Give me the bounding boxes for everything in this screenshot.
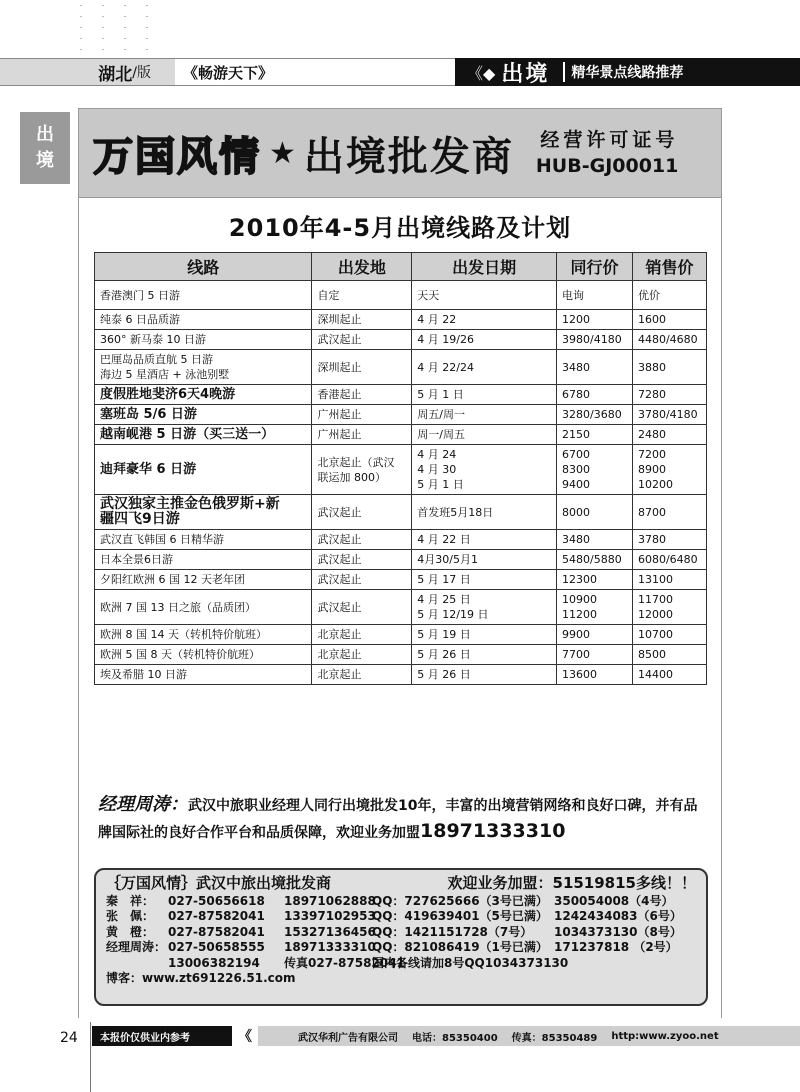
from-cell	[312, 495, 412, 530]
banner-title: 出境批发商	[303, 133, 514, 180]
date-cell	[412, 350, 557, 385]
cell-line: 6780	[562, 388, 590, 401]
section-header	[455, 58, 800, 86]
header-from: 出发地	[312, 253, 412, 281]
cell-line: 北京起止	[317, 628, 362, 641]
table-row	[95, 530, 707, 550]
route-cell	[95, 590, 312, 625]
region-slash: /版	[132, 65, 151, 81]
header-date: 出发日期	[412, 253, 557, 281]
contact-field: 350054008（4号）	[554, 893, 674, 908]
peer-price-cell	[557, 665, 633, 685]
cell-line: 武汉起止	[317, 600, 362, 614]
contact-field: 传真027-87582041	[284, 955, 405, 970]
peer-price-cell	[557, 310, 633, 330]
footer-divider	[90, 1022, 91, 1092]
contact-blog: 博客：www.zt691226.51.com	[106, 971, 296, 985]
from-cell	[312, 570, 412, 590]
cell-line: 海边 5 星酒店 + 泳池别墅	[100, 368, 230, 381]
footer-tel: 电话：85350400	[412, 1032, 498, 1044]
contact-field: 13006382194	[168, 955, 260, 970]
contact-field: 15327136456	[284, 924, 376, 939]
sale-price-cell	[632, 570, 706, 590]
region-label	[0, 58, 175, 86]
table-row	[95, 645, 707, 665]
cell-line: 埃及希腊 10 日游	[100, 668, 187, 681]
double-chevron-icon: 《◆	[467, 63, 496, 83]
cell-line: 纯泰 6 日品质游	[100, 313, 180, 326]
from-cell	[312, 425, 412, 445]
cell-line: 4 月 24	[417, 448, 457, 461]
from-cell	[312, 645, 412, 665]
cell-line: 5 月 1 日	[417, 388, 464, 401]
cell-line: 越南岘港 5 日游（买三送一）	[100, 427, 275, 442]
contact-field: 张 佩：	[106, 909, 155, 923]
contact-field: QQ：1421151728（7号）	[372, 924, 533, 939]
cell-line: 14400	[637, 668, 673, 681]
sale-price-cell	[632, 310, 706, 330]
section-subtitle: 精华景点线路推荐	[563, 62, 683, 82]
date-cell	[412, 445, 557, 495]
cell-line: 欧洲 5 国 8 天（转机特价航班）	[100, 648, 260, 661]
sale-price-cell	[632, 590, 706, 625]
cell-line: 电询	[562, 288, 584, 302]
date-cell	[412, 330, 557, 350]
date-cell	[412, 530, 557, 550]
cell-line: 3780	[637, 533, 666, 546]
header-sale-price: 销售价	[632, 253, 706, 281]
contact-field: 国内各线请加8号QQ1034373130	[372, 955, 569, 970]
contact-header	[106, 876, 696, 892]
cell-line: 周五/周一	[417, 408, 466, 421]
date-cell	[412, 550, 557, 570]
cell-line: 4 月 30	[417, 463, 457, 476]
cell-line: 3880	[637, 360, 666, 374]
footer-fax: 传真：85350489	[511, 1032, 598, 1044]
cell-line: 北京起止（武汉	[317, 455, 395, 469]
cell-line: 北京起止	[317, 668, 362, 681]
cell-line: 武汉起止	[317, 505, 362, 519]
cell-line: 广州起止	[317, 408, 362, 421]
star-icon: ★	[269, 135, 296, 171]
cell-line: 4480/4680	[637, 333, 698, 346]
sale-price-cell	[632, 281, 706, 310]
date-cell	[412, 590, 557, 625]
contact-box	[94, 868, 708, 1006]
contact-field: 18971333310	[284, 940, 376, 954]
footer-bar	[92, 1026, 800, 1046]
contact-field: QQ：727625666（3号已满）	[372, 893, 548, 908]
manager-phone: 18971333310	[420, 820, 566, 842]
from-cell	[312, 550, 412, 570]
cell-line: 武汉起止	[317, 553, 362, 566]
from-cell	[312, 590, 412, 625]
cell-line: 2150	[562, 428, 590, 441]
contact-field: 1242434083（6号）	[554, 909, 682, 923]
header-route: 线路	[95, 253, 312, 281]
cell-line: 4 月 22 日	[417, 533, 471, 546]
region-name: 湖北	[98, 64, 133, 85]
cell-line: 5 月 12/19 日	[417, 608, 489, 621]
cell-line: 8900	[637, 463, 666, 476]
contact-field: 171237818 （2号）	[554, 940, 678, 954]
sale-price-cell	[632, 495, 706, 530]
cell-line: 武汉起止	[317, 333, 362, 346]
route-cell	[95, 445, 312, 495]
table-title: 2010年4-5月出境线路及计划	[228, 214, 572, 242]
route-cell	[95, 281, 312, 310]
side-tab-line2: 境	[36, 150, 54, 171]
cell-line: 4 月 22	[417, 313, 457, 326]
double-chevron-icon: 《	[238, 1029, 252, 1045]
peer-price-cell	[557, 645, 633, 665]
cell-line: 10200	[637, 478, 673, 491]
peer-price-cell	[557, 281, 633, 310]
from-cell	[312, 445, 412, 495]
date-cell	[412, 665, 557, 685]
cell-line: 3780/4180	[637, 408, 698, 421]
cell-line: 北京起止	[317, 648, 362, 661]
manager-label: 经理周涛：	[98, 794, 188, 815]
manager-note	[98, 792, 710, 846]
brand-name: 万国风情	[93, 133, 261, 180]
sale-price-cell	[632, 625, 706, 645]
license-block	[536, 127, 678, 179]
cell-line: 9900	[562, 628, 590, 641]
cell-line: 天天	[417, 288, 440, 302]
contact-field: 027-87582041	[168, 924, 265, 939]
cell-line: 13600	[562, 668, 597, 681]
contact-field: 黄 橙：	[106, 924, 155, 939]
cell-line: 首发班5月18日	[417, 505, 494, 519]
cell-line: 3280/3680	[562, 408, 622, 421]
route-cell	[95, 405, 312, 425]
sale-price-cell	[632, 350, 706, 385]
peer-price-cell	[557, 405, 633, 425]
table-row	[95, 590, 707, 625]
cell-line: 疆四飞9日游	[100, 511, 180, 527]
contact-row	[106, 925, 696, 941]
contact-field: 经理周涛：	[106, 940, 167, 954]
cell-line: 优价	[637, 288, 660, 302]
table-row	[95, 281, 707, 310]
side-tab-line1: 出	[36, 124, 54, 145]
cell-line: 5 月 26 日	[417, 668, 471, 681]
cell-line: 3480	[562, 533, 590, 546]
footer-company: 武汉华利广告有限公司	[298, 1032, 398, 1044]
cell-line: 夕阳红欧洲 6 国 12 天老年团	[100, 573, 245, 586]
route-cell	[95, 330, 312, 350]
sale-price-cell	[632, 445, 706, 495]
route-cell	[95, 495, 312, 530]
sale-price-cell	[632, 425, 706, 445]
table-row	[95, 495, 707, 530]
cell-line: 日本全景6日游	[100, 553, 173, 566]
cell-line: 7200	[637, 448, 666, 461]
table-header-row	[95, 253, 707, 281]
cell-line: 6700	[562, 448, 590, 461]
cell-line: 4月30/5月1	[417, 553, 478, 566]
peer-price-cell	[557, 550, 633, 570]
table-row	[95, 570, 707, 590]
cell-line: 9400	[562, 478, 590, 491]
cell-line: 度假胜地斐济6天4晚游	[100, 387, 236, 402]
footer-url: http:www.zyoo.net	[611, 1030, 719, 1042]
cell-line: 广州起止	[317, 428, 362, 441]
cell-line: 塞班岛 5/6 日游	[100, 407, 197, 422]
contact-field: QQ：419639401（5号已满）	[372, 909, 548, 923]
cell-line: 4 月 22/24	[417, 360, 474, 374]
sale-price-cell	[632, 665, 706, 685]
cell-line: 深圳起止	[317, 360, 362, 374]
route-cell	[95, 665, 312, 685]
routes-table	[94, 252, 707, 685]
cell-line: 深圳起止	[317, 313, 362, 326]
cell-line: 7280	[637, 388, 666, 401]
from-cell	[312, 310, 412, 330]
table-row	[95, 425, 707, 445]
cell-line: 5 月 19 日	[417, 628, 471, 641]
page-number: 24	[60, 1030, 78, 1046]
cell-line: 自定	[317, 288, 340, 302]
date-cell	[412, 495, 557, 530]
table-row	[95, 665, 707, 685]
cell-line: 3480	[562, 360, 590, 374]
peer-price-cell	[557, 445, 633, 495]
cell-line: 10900	[562, 593, 597, 606]
cell-line: 8500	[637, 648, 666, 661]
contact-field: 027-50656618	[168, 893, 265, 908]
contact-row	[106, 894, 696, 910]
from-cell	[312, 665, 412, 685]
footer-note: 本报价仅供业内参考	[92, 1026, 232, 1046]
cell-line: 欧洲 7 国 13 日之旅（品质团）	[100, 600, 256, 614]
cell-line: 武汉独家主推金色俄罗斯+新	[100, 496, 280, 512]
table-row	[95, 445, 707, 495]
table-row	[95, 550, 707, 570]
sale-price-cell	[632, 405, 706, 425]
cell-line: 6080/6480	[637, 553, 698, 566]
contact-brand: ｛万国风情｝武汉中旅出境批发商	[106, 874, 332, 892]
cell-line: 武汉直飞韩国 6 日精华游	[100, 533, 224, 546]
peer-price-cell	[557, 590, 633, 625]
cell-line: 4 月 19/26	[417, 333, 474, 346]
date-cell	[412, 625, 557, 645]
date-cell	[412, 645, 557, 665]
top-bar	[0, 58, 800, 86]
route-cell	[95, 645, 312, 665]
route-cell	[95, 570, 312, 590]
date-cell	[412, 310, 557, 330]
contact-field: 1034373130（8号）	[554, 924, 682, 939]
cell-line: 7700	[562, 648, 590, 661]
contact-field: 18971062888	[284, 893, 376, 908]
cell-line: 2480	[637, 428, 666, 441]
cell-line: 1200	[562, 313, 590, 326]
peer-price-cell	[557, 425, 633, 445]
route-cell	[95, 310, 312, 330]
date-cell	[412, 385, 557, 405]
cell-line: 10700	[637, 628, 673, 641]
table-row	[95, 405, 707, 425]
from-cell	[312, 350, 412, 385]
cell-line: 13100	[637, 573, 673, 586]
section-title: 出境	[501, 60, 550, 87]
table-row	[95, 625, 707, 645]
cell-line: 香港起止	[317, 388, 362, 401]
from-cell	[312, 625, 412, 645]
table-row	[95, 350, 707, 385]
header-peer-price: 同行价	[557, 253, 633, 281]
date-cell	[412, 570, 557, 590]
cell-line: 5 月 26 日	[417, 648, 471, 661]
from-cell	[312, 330, 412, 350]
cell-line: 8700	[637, 505, 666, 519]
contact-field: 027-50658555	[168, 940, 265, 954]
cell-line: 11700	[637, 593, 673, 606]
cell-line: 11200	[562, 608, 597, 621]
cell-line: 巴厘岛品质直航 5 日游	[100, 353, 213, 366]
cell-line: 香港澳门 5 日游	[100, 288, 180, 302]
route-cell	[95, 350, 312, 385]
peer-price-cell	[557, 330, 633, 350]
date-cell	[412, 425, 557, 445]
date-cell	[412, 281, 557, 310]
from-cell	[312, 530, 412, 550]
peer-price-cell	[557, 350, 633, 385]
sale-price-cell	[632, 645, 706, 665]
contact-field	[106, 956, 168, 972]
cell-line: 5480/5880	[562, 553, 622, 566]
ad-banner	[78, 108, 722, 198]
route-cell	[95, 425, 312, 445]
license-label: 经营许可证号	[540, 129, 679, 151]
cell-line: 360° 新马泰 10 日游	[100, 333, 206, 346]
contact-field: 13397102953	[284, 909, 376, 923]
footer-info	[258, 1026, 800, 1046]
peer-price-cell	[557, 530, 633, 550]
route-cell	[95, 625, 312, 645]
license-number: HUB-GJ00011	[535, 155, 679, 177]
sale-price-cell	[632, 550, 706, 570]
cell-line: 12300	[562, 573, 597, 586]
contact-field: QQ：821086419（1号已满）	[372, 940, 548, 954]
peer-price-cell	[557, 385, 633, 405]
contact-row	[106, 940, 696, 956]
from-cell	[312, 385, 412, 405]
cell-line: 12000	[637, 608, 673, 621]
contact-welcome: 欢迎业务加盟：51519815多线！！	[447, 874, 696, 892]
date-cell	[412, 405, 557, 425]
sale-price-cell	[632, 385, 706, 405]
cell-line: 欧洲 8 国 14 天（转机特价航班）	[100, 628, 267, 641]
contact-field: 秦 祥：	[106, 893, 155, 908]
cell-line: 武汉起止	[317, 533, 362, 546]
route-cell	[95, 385, 312, 405]
peer-price-cell	[557, 625, 633, 645]
cell-line: 3980/4180	[562, 333, 622, 346]
from-cell	[312, 281, 412, 310]
table-row	[95, 330, 707, 350]
peer-price-cell	[557, 570, 633, 590]
cell-line: 武汉起止	[317, 573, 362, 586]
column-name: 《畅游天下》	[175, 58, 455, 86]
cell-line: 周一/周五	[417, 428, 466, 441]
sale-price-cell	[632, 330, 706, 350]
table-row	[95, 385, 707, 405]
cell-line: 1600	[637, 313, 666, 326]
cell-line: 联运加 800）	[317, 470, 386, 484]
cell-line: 5 月 17 日	[417, 573, 471, 586]
contact-field: 027-87582041	[168, 909, 265, 923]
cell-line: 4 月 25 日	[417, 593, 471, 606]
contact-row	[106, 956, 696, 972]
cell-line: 8000	[562, 505, 590, 519]
table-row	[95, 310, 707, 330]
contact-row	[106, 909, 696, 925]
from-cell	[312, 405, 412, 425]
route-cell	[95, 550, 312, 570]
sale-price-cell	[632, 530, 706, 550]
decorative-dots	[70, 0, 165, 52]
cell-line: 迪拜豪华 6 日游	[100, 462, 197, 477]
cell-line: 5 月 1 日	[417, 478, 464, 491]
side-tab	[20, 112, 70, 184]
route-cell	[95, 530, 312, 550]
cell-line: 8300	[562, 463, 590, 476]
peer-price-cell	[557, 495, 633, 530]
manager-text: 武汉中旅职业经理人同行出境批发10年，丰富的出境营销网络和良好口碑，并有品牌国际社的良好合作平台和品质保障，欢迎业务加盟	[98, 798, 698, 841]
